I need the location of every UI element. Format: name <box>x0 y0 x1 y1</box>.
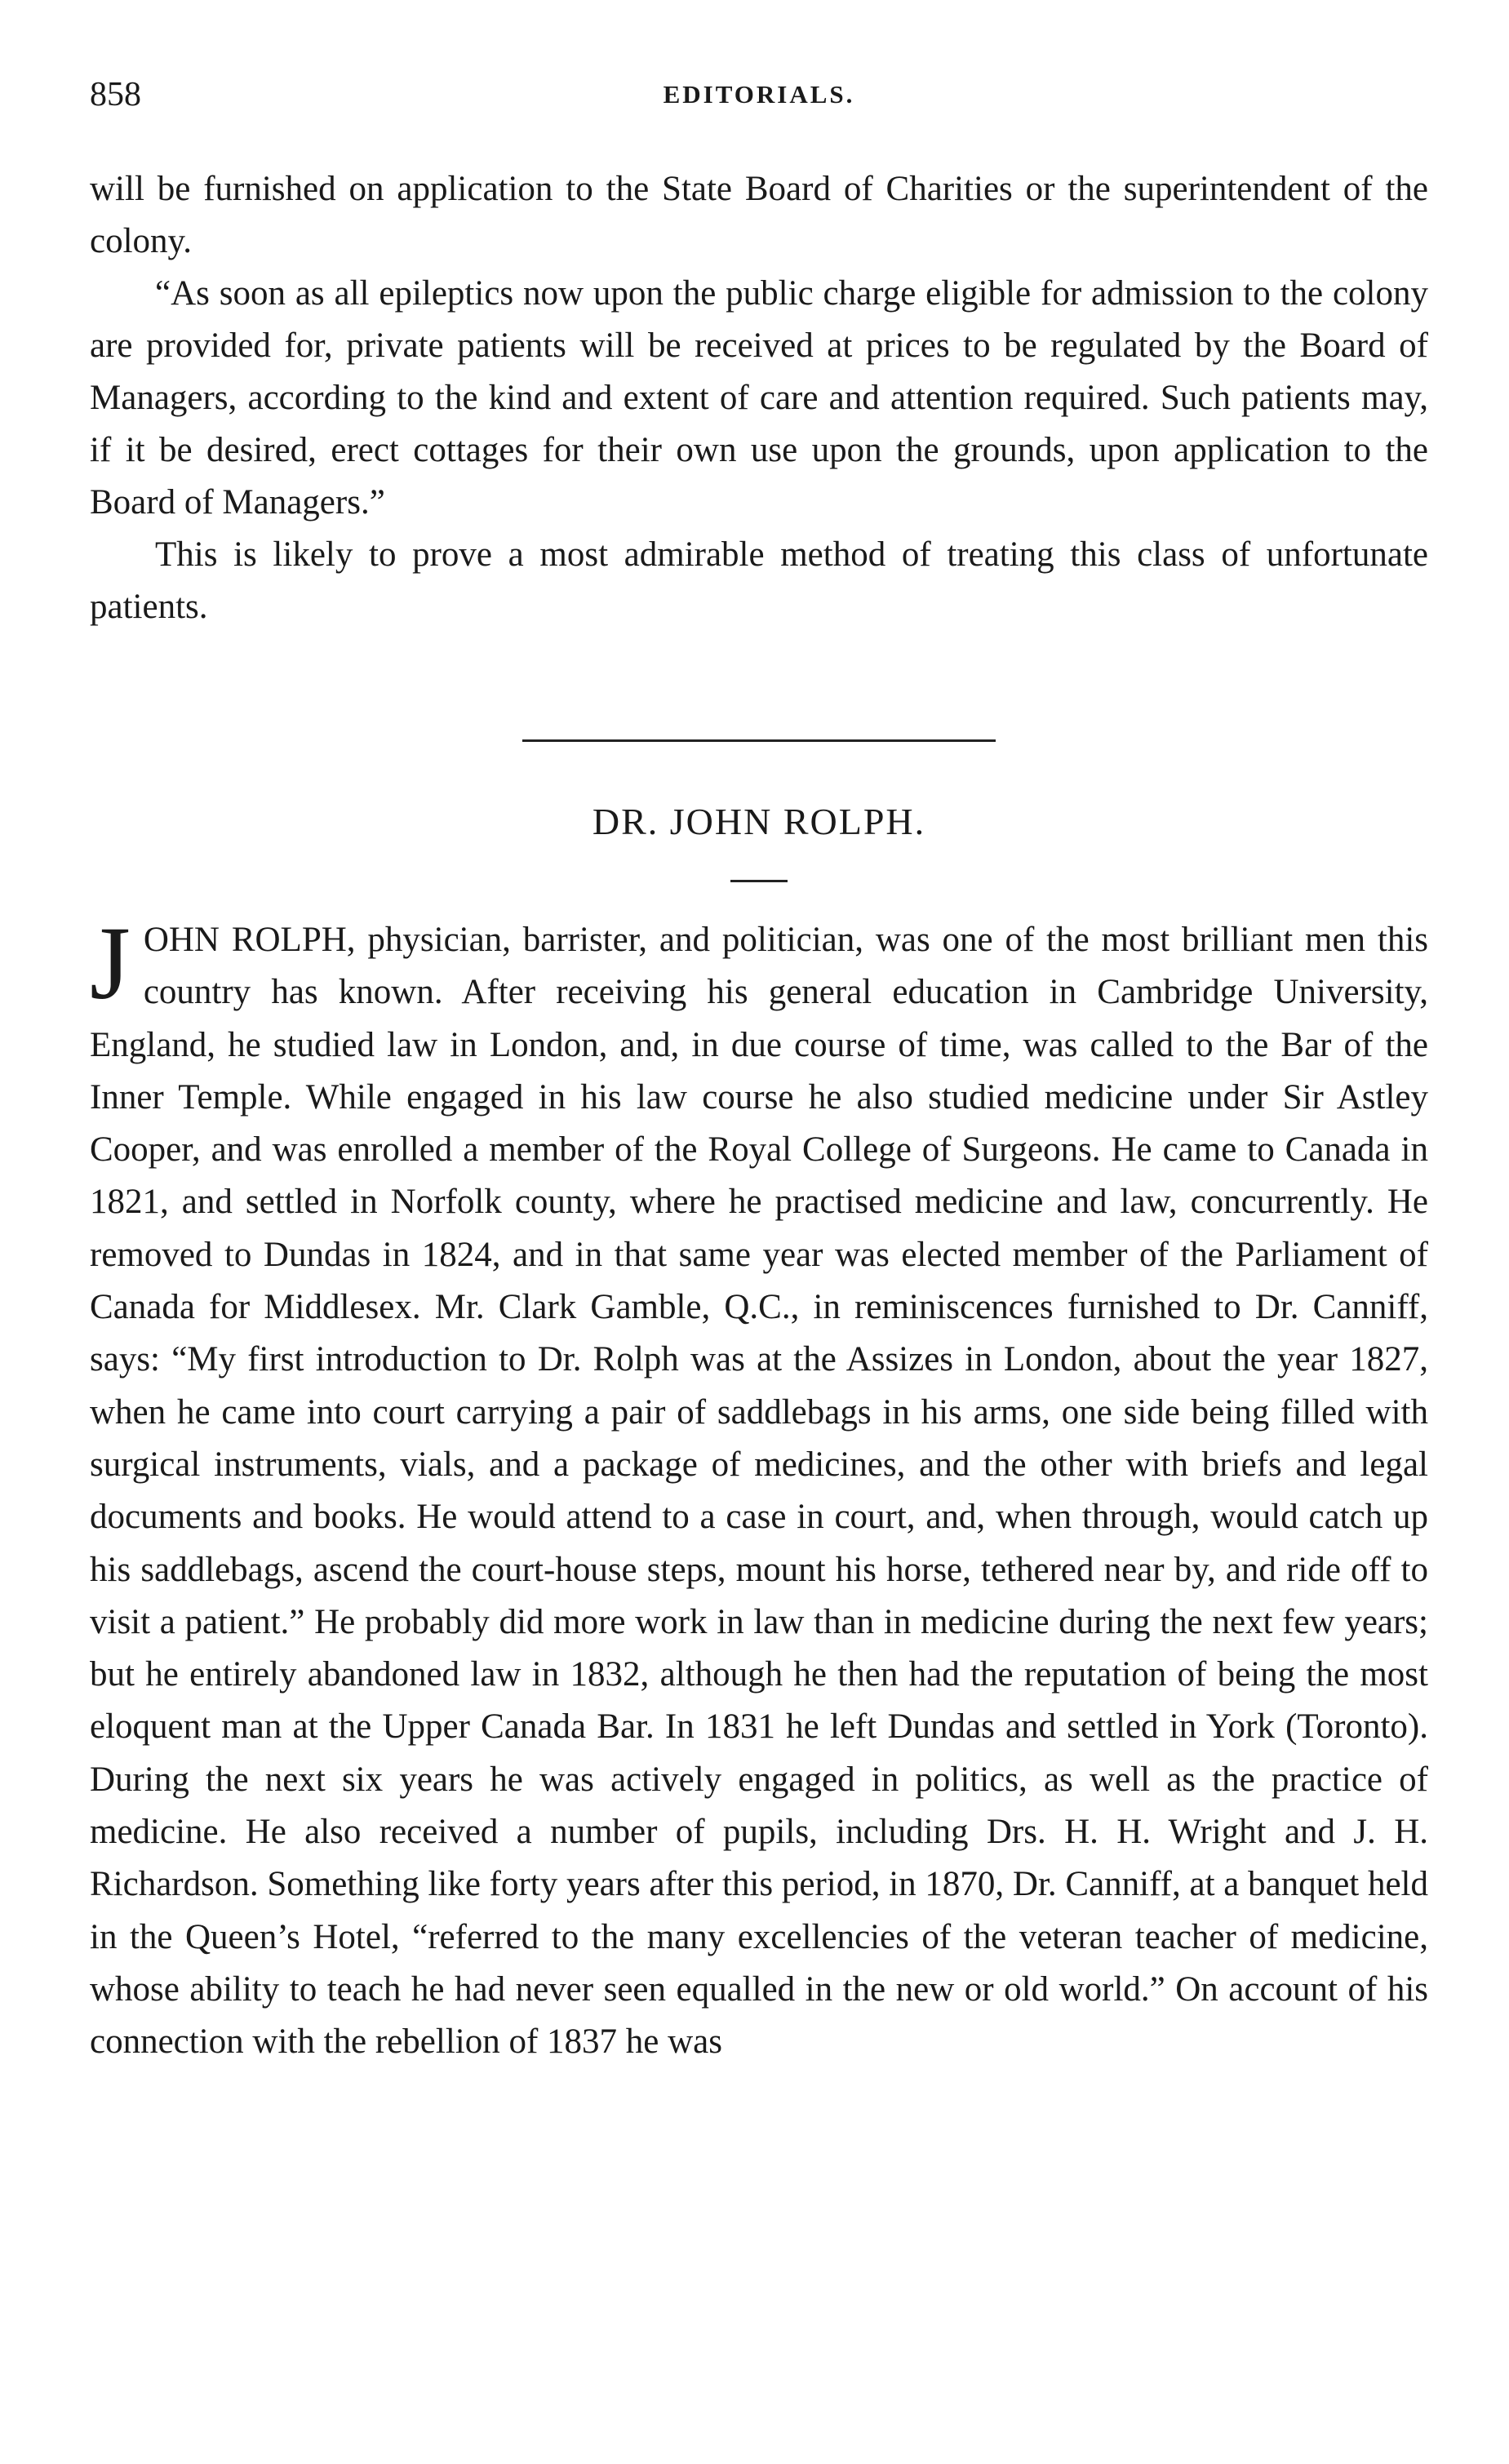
page-header <box>90 75 1428 124</box>
article-title: DR. JOHN ROLPH. <box>592 801 926 842</box>
paragraph-closing: This is likely to prove a most admirable method of treating this class of unfortunate patients. <box>90 535 1428 626</box>
paragraph-continuation: will be furnished on application to the State Board of Charities or the superintendent of the colony. <box>90 170 1428 260</box>
section-divider-rule <box>522 739 996 742</box>
title-underline-rule <box>730 880 788 882</box>
article-body <box>90 905 1429 2069</box>
drop-cap-letter: J <box>90 905 131 1021</box>
book-page <box>90 0 1428 2464</box>
previous-article-ending <box>90 163 1428 633</box>
article-text: OHN ROLPH, physician, barrister, and politician, was one of the most brilliant men this country has known. After receiving his general education in Cambridge University, England, he studied law in London, and, in due course of time, was called to the Bar of the Inner Temple. While engaged in his law course he also studied medicine under Sir Astley Cooper, and was enrolled a member of the Royal College of Surgeons. He came to Canada in 1821, and settled in Norfolk county, where he practised medicine and law, concurrently. He removed to Dundas in 1824, and in that same year was elected member of the Parliament of Canada for Middlesex. Mr. Clark Gamble, Q.C., in reminiscences furnished to Dr. Canniff, says: “My first introduction to Dr. Rolph was at the Assizes in London, about the year 1827, when he came into court carrying a pair of saddlebags in his arms, one side being filled with surgical instruments, vials, and a package of medicines, and the other with briefs and legal documents and books. He would attend to a case in court, and, when through, would catch up his saddlebags, ascend the court-house steps, mount his horse, tethered near by, and ride off to visit a patient.” He probably did more work in law than in medicine during the next few years; but he entirely abandoned law in 1832, although he then had the reputation of being the most eloquent man at the Upper Canada Bar. In 1831 he left Dundas and settled in York (Toronto). During the next six years he was actively engaged in politics, as well as the practice of medicine. He also received a number of pupils, including Drs. H. H. Wright and J. H. Richardson. Something like forty years after this period, in 1870, Dr. Canniff, at a banquet held in the Queen’s Hotel, “referred to the many excellencies of the veteran teacher of medicine, whose ability to teach he had never seen equalled in the new or old world.” On account of his connection with the rebellion of 1837 he was <box>90 921 1429 2062</box>
running-head: EDITORIALS. <box>663 80 855 109</box>
paragraph-quotation: “As soon as all epileptics now upon the public charge eligible for admission to the colony are provided for, private patients will be received at prices to be regulated by the Board of Managers, according to the kind and extent of care and attention required. Such patients may, if it be desired, erect cottages for their own use upon the grounds, upon application to the Board of Managers.” <box>90 274 1428 522</box>
page-number: 858 <box>90 76 141 113</box>
